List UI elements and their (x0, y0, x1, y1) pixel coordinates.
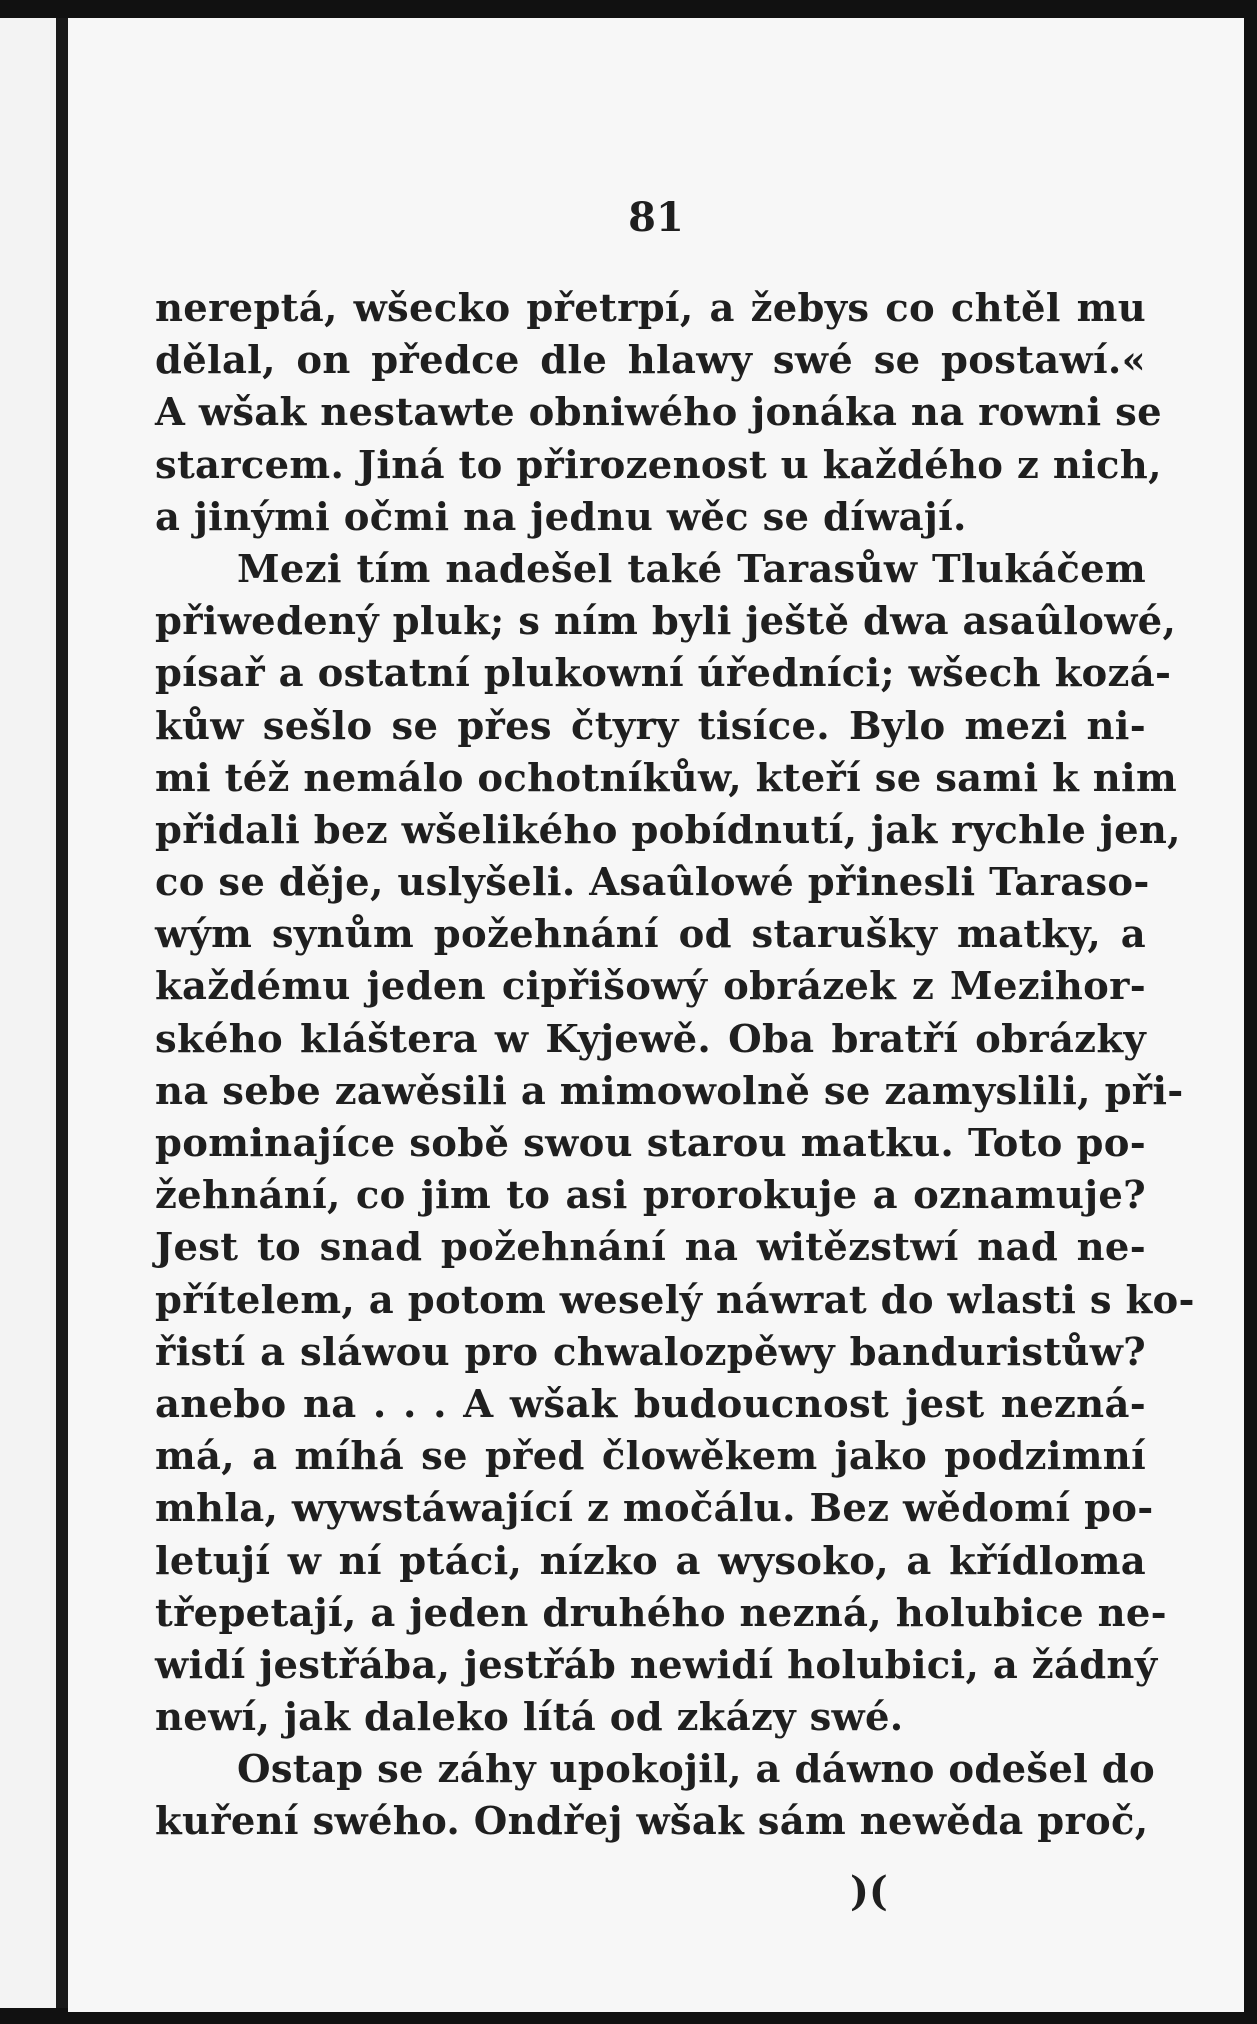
text-line: písař a ostatní plukowní úředníci; wšech kozá- (155, 651, 1172, 697)
page-number: 81 (628, 194, 684, 241)
text-line: A wšak nestawte obniwého jonáka na rowni se (155, 390, 1162, 436)
page-gutter-shadow (56, 18, 68, 2008)
catchword-mark: )( (850, 1868, 888, 1915)
text-line: anebo na . . . A wšak budoucnost jest nezná- (155, 1381, 1146, 1427)
page-body-text (155, 283, 1195, 1849)
text-line: starcem. Jiná to přirozenost u každého z nich, (155, 442, 1162, 488)
text-line: přítelem, a potom weselý náwrat do wlasti s ko- (155, 1277, 1195, 1323)
text-line: Jest to snad požehnání na witězstwí nad ne- (155, 1225, 1146, 1271)
text-line: a jinými očmi na jednu wěc se díwají. (155, 494, 967, 540)
text-line: mi též nemálo ochotníkůw, kteří se sami k nim (155, 755, 1178, 801)
text-line: dělal, on předce dle hlawy swé se postawí.« (155, 338, 1146, 384)
text-line: nereptá, wšecko přetrpí, a žebys co chtěl mu (155, 286, 1146, 331)
text-line: mhla, wywstáwající z močálu. Bez wědomí po- (155, 1486, 1154, 1532)
previous-page-edge (0, 18, 58, 2008)
text-line: pominajíce sobě swou starou matku. Toto po- (155, 1121, 1146, 1166)
text-line: třepetají, a jeden druhého nezná, holubice ne- (155, 1590, 1167, 1636)
book-page (68, 18, 1244, 2012)
text-line: letují w ní ptáci, nízko a wysoko, a křídloma (155, 1538, 1146, 1584)
text-line: má, a míhá se před člowěkem jako podzimní (155, 1434, 1146, 1480)
text-line: widí jestřába, jestřáb newidí holubici, a žádný (155, 1642, 1158, 1688)
text-line: kůw sešlo se přes čtyry tisíce. Bylo mezi ni- (155, 703, 1146, 749)
text-line: wým synům požehnání od starušky matky, a (155, 912, 1146, 958)
text-line: Mezi tím nadešel také Tarasůw Tlukáčem (237, 546, 1146, 592)
text-line: žehnání, co jim to asi prorokuje a oznamuje? (155, 1173, 1146, 1219)
text-line: ského kláštera w Kyjewě. Oba bratří obrázky (155, 1016, 1146, 1062)
text-line: kuření swého. Ondřej wšak sám newěda proč, (155, 1799, 1149, 1845)
text-line: každému jeden cipřišowý obrázek z Mezihor- (155, 964, 1146, 1010)
text-line: přidali bez wšelikého pobídnutí, jak rychle jen, (155, 807, 1181, 853)
text-line: řistí a sláwou pro chwalozpěwy banduristůw? (155, 1329, 1146, 1375)
text-line: Ostap se záhy upokojil, a dáwno odešel do (237, 1747, 1155, 1793)
text-line: na sebe zawěsili a mimowolně se zamyslili, při- (155, 1068, 1184, 1114)
text-line: co se děje, uslyšeli. Asaûlowé přinesli Taraso- (155, 860, 1150, 906)
text-line: přiwedený pluk; s ním byli ještě dwa asaûlowé, (155, 599, 1177, 645)
text-line: newí, jak daleko lítá od zkázy swé. (155, 1695, 904, 1741)
